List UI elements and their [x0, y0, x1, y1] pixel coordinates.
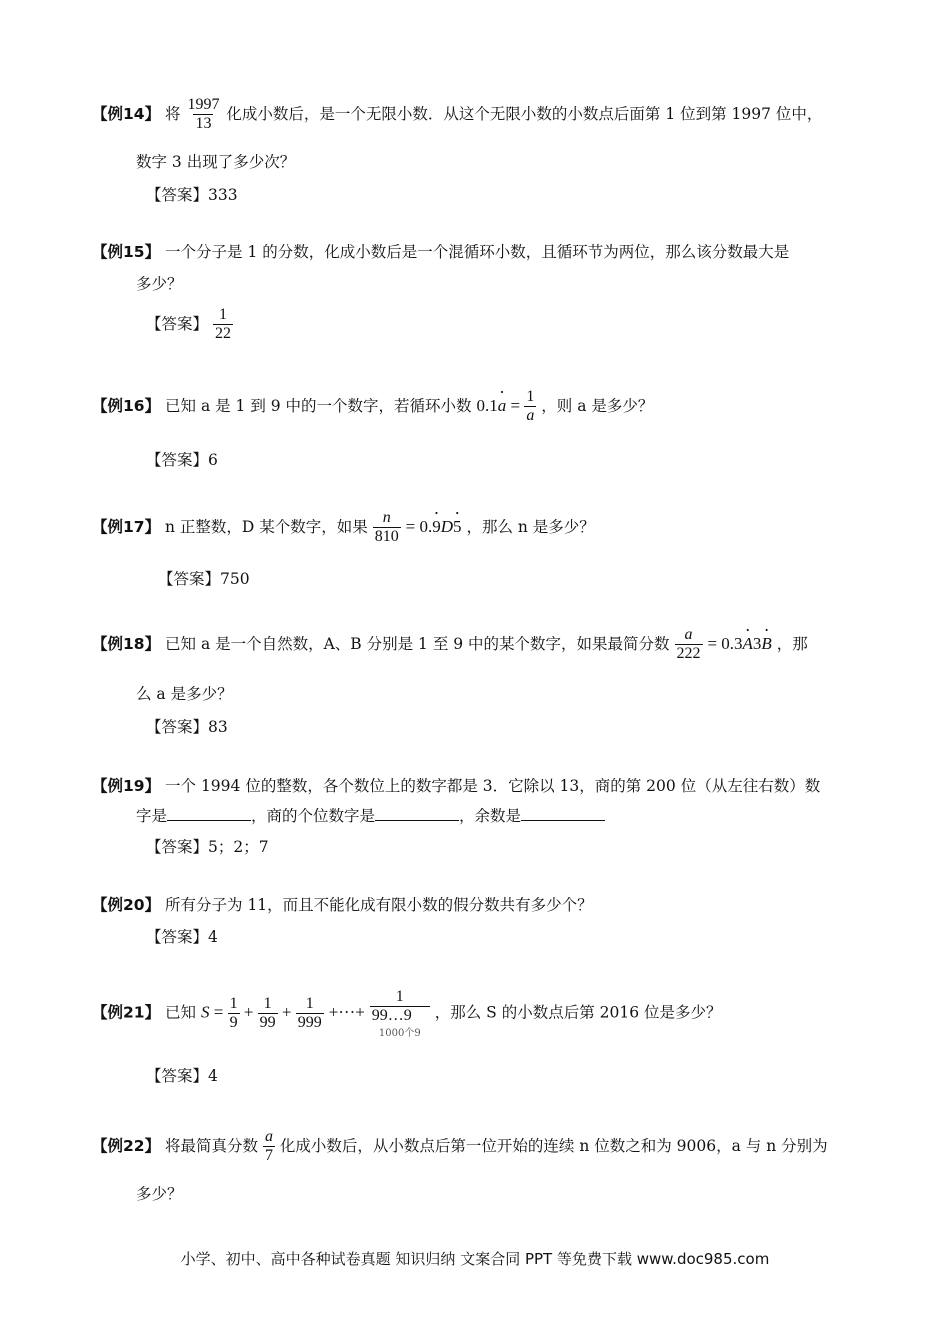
- problem-text: ，那: [776, 634, 808, 653]
- fraction-denominator: 13: [195, 115, 212, 133]
- problem-text: ，那么 S 的小数点后第 2016 位是多少？: [434, 1003, 722, 1022]
- problem-text: 所有分子为 11，而且不能化成有限小数的假分数共有多少个？: [165, 896, 593, 914]
- problem-text: ，那么 n 是多少？: [466, 517, 595, 536]
- answer-14: [146, 183, 238, 205]
- problem-14-line2: 数字 3 出现了多少次？: [136, 153, 296, 171]
- answer-label: 【答案】: [146, 718, 209, 736]
- problem-text: 一个 1994 位的整数，各个数位上的数字都是 3．它除以 13，商的第 200 位（从左往右数）数: [165, 777, 821, 795]
- answer-label: 【答案】: [146, 838, 209, 856]
- problem-text: 化成小数后，是一个无限小数．从这个无限小数的小数点后面第 1 位到第 1997 位中，: [226, 104, 823, 123]
- answer-label: 【答案】: [146, 451, 209, 469]
- problem-text: n 正整数，D 某个数字，如果: [165, 517, 368, 536]
- math-variable: · A: [743, 634, 753, 653]
- problem-label: 【例22】: [92, 1136, 161, 1155]
- problem-text: 将最简真分数: [165, 1136, 259, 1155]
- fraction-denominator: 99: [259, 1013, 276, 1031]
- fraction: [263, 1128, 275, 1166]
- answer-value: 4: [208, 1067, 218, 1085]
- math-decimal: 0.3: [721, 633, 743, 653]
- fraction-numerator: 1: [218, 306, 227, 323]
- fraction-denominator: 9: [229, 1013, 238, 1031]
- fraction: [675, 626, 703, 664]
- fraction-denominator: 7: [264, 1147, 273, 1165]
- answer-value: 750: [220, 570, 250, 588]
- problem-15-line2: 多少？: [136, 275, 183, 293]
- answer-21: [146, 1064, 218, 1086]
- answer-value: 6: [208, 451, 218, 469]
- answer-blank: [167, 806, 251, 821]
- answer-label: 【答案】: [146, 1067, 209, 1085]
- problem-17: [92, 509, 872, 547]
- problem-22: [92, 1128, 892, 1166]
- fraction: [228, 995, 240, 1033]
- fraction-denominator: 222: [676, 645, 701, 663]
- math-expression: = 0.3· A3· B: [707, 634, 771, 653]
- problem-label: 【例14】: [92, 104, 161, 123]
- problem-18: [92, 626, 892, 664]
- fraction: [370, 988, 430, 1026]
- fraction: [258, 995, 278, 1033]
- math-variable: · a: [498, 396, 507, 415]
- problem-text: 一个分子是 1 的分数，化成小数后是一个混循环小数，且循环节为两位，那么该分数最大是: [165, 243, 790, 261]
- problem-text: 已知 a 是一个自然数，A、B 分别是 1 至 9 中的某个数字，如果最简分数: [165, 634, 670, 653]
- problem-text: ，余数是: [459, 807, 522, 825]
- problem-text: ，则 a 是多少？: [541, 396, 654, 415]
- answer-label: 【答案】: [158, 570, 221, 588]
- math-expression: 0.1· a =: [476, 396, 524, 415]
- fraction-denominator: 810: [374, 528, 399, 546]
- fraction-denominator: 22: [214, 325, 231, 343]
- problem-15: [92, 240, 872, 262]
- math-variable: · B: [761, 634, 771, 653]
- answer-15: [146, 306, 233, 344]
- problem-20: [92, 893, 892, 915]
- answer-value: 333: [208, 186, 238, 204]
- answer-value: 5；2；7: [208, 838, 269, 856]
- fraction-numerator: 1: [526, 388, 535, 405]
- problem-18-line2: 么 a 是多少？: [136, 685, 233, 703]
- fraction-numerator: 1: [395, 988, 404, 1005]
- math-decimal: 0.1: [476, 395, 498, 415]
- problem-text: 已知 a 是 1 到 9 中的一个数字，若循环小数: [165, 396, 472, 415]
- brace-note: 1000个9: [378, 1027, 421, 1039]
- answer-20: [146, 925, 218, 947]
- problem-22-line2: 多少？: [136, 1185, 183, 1203]
- fraction-denominator: 999: [297, 1013, 322, 1031]
- problem-label: 【例20】: [92, 896, 161, 914]
- problem-21: 【例21】 已知 S = $\frac{1}{9}$ + $\frac{1}{99}$ + $\frac{1}{999}$ +···+ $\frac{1}{99\dots 9}$ 1000个9 ，那么 S 的小数点后第 2016 位是多少？: [92, 988, 722, 1039]
- problem-19-line2: [136, 804, 605, 826]
- problem-label: 【例19】: [92, 777, 161, 795]
- fraction: [373, 509, 401, 547]
- problem-text: 化成小数后，从小数点后第一位开始的连续 n 位数之和为 9006，a 与 n 分别为: [279, 1136, 828, 1155]
- page-footer: 小学、初中、高中各种试卷真题 知识归纳 文案合同 PPT 等免费下载 www.doc985.com: [180, 1250, 770, 1268]
- answer-label: 【答案】: [146, 928, 209, 946]
- math-expression: = 0.· 9D· 5: [406, 517, 462, 536]
- answer-blank: [521, 806, 605, 821]
- math-variable: D: [440, 516, 454, 536]
- answer-label: 【答案】: [146, 314, 209, 333]
- answer-value: 83: [208, 718, 228, 736]
- problem-label: 【例16】: [92, 396, 161, 415]
- answer-16: [146, 448, 218, 470]
- fraction-with-brace: [370, 988, 430, 1039]
- problem-text: 已知: [165, 1003, 197, 1022]
- problem-label: 【例15】: [92, 243, 161, 261]
- math-ellipsis: +···+: [328, 1002, 365, 1022]
- fraction-numerator: 1: [305, 994, 314, 1012]
- answer-value: 4: [208, 928, 218, 946]
- fraction: [524, 388, 536, 426]
- math-variable: S: [200, 1002, 210, 1022]
- fraction-numerator: a: [684, 626, 693, 643]
- fraction-denominator: 99…9: [370, 1006, 430, 1025]
- problem-16: [92, 388, 872, 426]
- problem-19: [92, 774, 892, 796]
- math-digit: · 9: [432, 517, 441, 536]
- answer-19: [146, 835, 269, 857]
- fraction-numerator: 1997: [187, 96, 220, 113]
- problem-14: [92, 96, 872, 134]
- fraction-numerator: a: [264, 1128, 273, 1145]
- problem-text: 将: [165, 104, 181, 123]
- answer-17: [158, 567, 250, 589]
- answer-fraction: [213, 306, 233, 344]
- answer-18: [146, 715, 228, 737]
- problem-label: 【例18】: [92, 634, 161, 653]
- fraction: [185, 96, 221, 134]
- fraction-denominator: a: [526, 407, 535, 425]
- fraction-numerator: 1: [229, 994, 238, 1012]
- math-digit: 3: [752, 633, 762, 653]
- math-decimal: 0.: [419, 516, 433, 536]
- math-digit: · 5: [453, 517, 462, 536]
- fraction: [296, 995, 324, 1033]
- problem-text: ，商的个位数字是: [251, 807, 376, 825]
- fraction-numerator: 1: [263, 994, 272, 1012]
- problem-label: 【例17】: [92, 517, 161, 536]
- answer-label: 【答案】: [146, 186, 209, 204]
- answer-blank: [375, 806, 459, 821]
- problem-label: 【例21】: [92, 1003, 161, 1022]
- fraction-numerator: n: [382, 509, 391, 526]
- problem-text: 字是: [136, 807, 168, 825]
